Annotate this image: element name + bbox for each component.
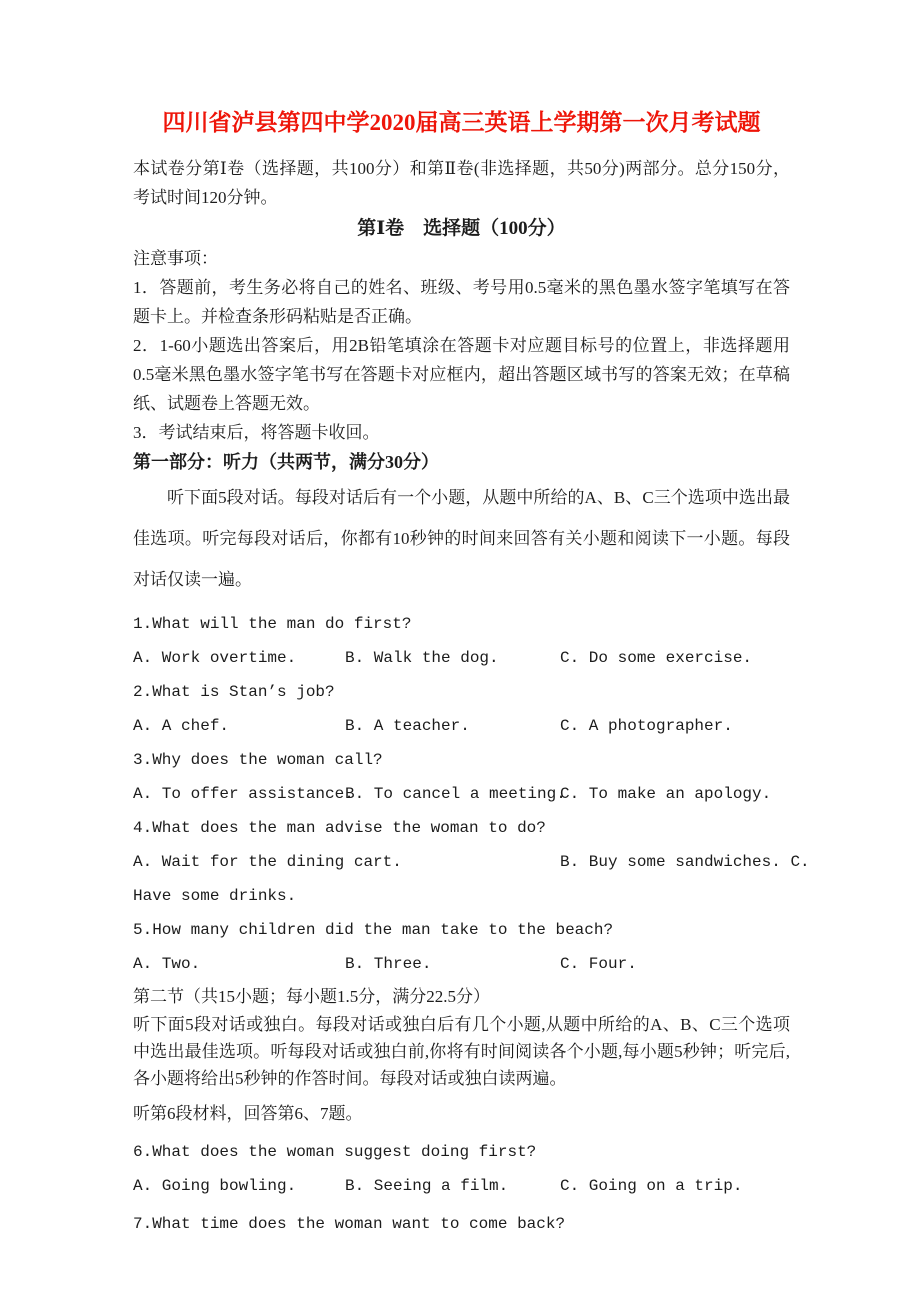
section2-instructions: 听下面5段对话或独白。每段对话或独白后有几个小题,从题中所给的A、B、C三个选项中选出最佳选项。听每段对话或独白前,你将有时间阅读各个小题,每小题5秒钟；听完后,各小题将给出5秒钟的作答时间。每段对话或独白读两遍。: [133, 1015, 790, 1088]
question-2-option-c: C. A photographer.: [560, 717, 733, 735]
question-2-options: [133, 716, 790, 736]
material-6-note: 听第6段材料，回答第6、7题。: [133, 1104, 363, 1123]
question-4-option-b: B. Buy some sandwiches. C.: [560, 853, 810, 871]
question-6-option-b: B. Seeing a film.: [345, 1177, 509, 1195]
question-5-option-b: B. Three.: [345, 955, 432, 973]
notice-label: 注意事项：: [133, 249, 218, 268]
question-1-text: 1.What will the man do first?: [133, 615, 412, 633]
question-1-options: [133, 648, 790, 668]
question-4-options: [133, 852, 810, 872]
question-1-option-a: A. Work overtime.: [133, 649, 297, 667]
exam-intro-paragraph: 本试卷分第Ⅰ卷（选择题，共100分）和第Ⅱ卷(非选择题，共50分)两部分。总分150分，考试时间120分钟。: [133, 159, 790, 207]
section2-heading: 第二节（共15小题；每小题1.5分，满分22.5分）: [133, 987, 490, 1006]
question-5-text: 5.How many children did the man take to the beach?: [133, 921, 614, 939]
question-1-option-c: C. Do some exercise.: [560, 649, 753, 667]
question-6-option-a: A. Going bowling.: [133, 1177, 297, 1195]
question-5-option-c: C. Four.: [560, 955, 637, 973]
question-3-text: 3.Why does the woman call?: [133, 751, 383, 769]
question-6-text: 6.What does the woman suggest doing first?: [133, 1143, 537, 1161]
question-3-option-b: B. To cancel a meeting.: [345, 785, 566, 803]
question-2-option-b: B. A teacher.: [345, 717, 470, 735]
question-5-option-a: A. Two.: [133, 955, 201, 973]
page-title: 四川省泸县第四中学2020届高三英语上学期第一次月考试题: [162, 110, 761, 135]
question-7-text: 7.What time does the woman want to come back?: [133, 1215, 566, 1233]
listening-questions-block: [133, 614, 810, 974]
question-3-options: [133, 784, 790, 804]
section1-instructions: 听下面5段对话。每段对话后有一个小题，从题中所给的A、B、C三个选项中选出最佳选项。听完每段对话后，你都有10秒钟的时间来回答有关小题和阅读下一小题。每段对话仅读一遍。: [133, 488, 790, 589]
question-1-option-b: B. Walk the dog.: [345, 649, 499, 667]
question-2-option-a: A. A chef.: [133, 717, 230, 735]
notice-item-3: 3．考试结束后，将答题卡收回。: [133, 423, 380, 442]
volume1-heading: 第Ⅰ卷 选择题（100分）: [357, 218, 566, 239]
notice-item-2: 2．1-60小题选出答案后，用2B铅笔填涂在答题卡对应题目标号的位置上，非选择题用0.5毫米黑色墨水签字笔书写在答题卡对应框内，超出答题区域书写的答案无效；在草稿纸、试题卷上答题无效。: [133, 336, 790, 413]
question-4-option-c-continuation: Have some drinks.: [133, 887, 297, 905]
question-3-option-a: A. To offer assistance.: [133, 785, 354, 803]
question-4-text: 4.What does the man advise the woman to do?: [133, 819, 546, 837]
section2-questions-block: [133, 1142, 790, 1234]
question-6-options: [133, 1176, 790, 1196]
question-5-options: [133, 954, 790, 974]
question-2-text: 2.What is Stan’s job?: [133, 683, 335, 701]
question-4-option-a: A. Wait for the dining cart.: [133, 853, 402, 871]
part1-heading: 第一部分：听力（共两节，满分30分）: [133, 452, 439, 472]
notice-item-1: 1．答题前，考生务必将自己的姓名、班级、考号用0.5毫米的黑色墨水签字笔填写在答题卡上。并检查条形码粘贴是否正确。: [133, 278, 790, 326]
question-3-option-c: C. To make an apology.: [560, 785, 772, 803]
question-6-option-c: C. Going on a trip.: [560, 1177, 743, 1195]
